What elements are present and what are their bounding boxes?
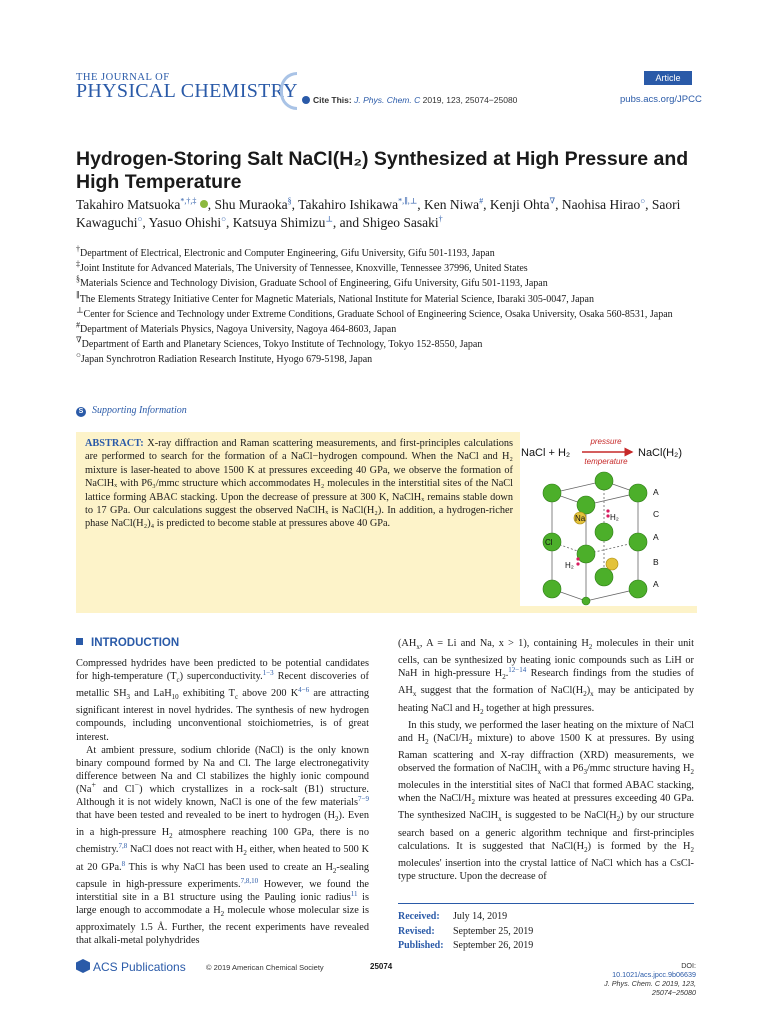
affiliation-mark: ∥ — [76, 290, 80, 300]
section-heading-label: INTRODUCTION — [91, 637, 180, 649]
intro-column-right — [398, 637, 694, 883]
text-run: Compressed hydrides have been predicted to be potential candidates for high-temperature (T — [76, 658, 369, 683]
text-run: ) by our structure search based on a generic algorithm technique and first-principles calculations. It is suggested that NaCl(H — [398, 810, 694, 852]
paragraph — [76, 744, 369, 948]
affiliation-mark: ⊥ — [76, 305, 84, 315]
affiliation-text: Japan Synchrotron Radiation Research Institute, Hyogo 679-5198, Japan — [80, 354, 373, 366]
text-run: mixture) to above 1500 K at pressures. By using Raman scattering and X-ray diffraction (XRD) measurements, we observed the formation of NaClH — [398, 732, 694, 774]
reference-link[interactable]: 11 — [350, 889, 358, 898]
cite-journal[interactable]: J. Phys. Chem. C — [354, 95, 421, 105]
doi-block — [596, 961, 696, 997]
cl-atom — [577, 496, 595, 514]
author-name[interactable]: Ken Niwa — [424, 197, 480, 212]
article-type-badge: Article — [644, 71, 692, 85]
author-name[interactable]: Saori Kawaguchi — [76, 197, 681, 230]
paragraph — [398, 719, 694, 883]
section-square-icon — [76, 638, 83, 645]
author-name[interactable]: Takahiro Matsuoka — [76, 197, 181, 212]
subscript: 2 — [243, 849, 247, 858]
affiliation-text: Center for Science and Technology under Extreme Conditions, Graduate School of Engineering Science, Osaka University, Osaka 560-8531, Japan — [83, 308, 673, 320]
cite-icon — [302, 96, 310, 104]
author-name[interactable]: Yasuo Ohishi — [148, 215, 222, 230]
subscript: x — [416, 643, 420, 652]
acs-hexagon-icon — [76, 959, 90, 973]
subscript: 2 — [471, 798, 475, 807]
cell-bottom-edges — [552, 589, 638, 601]
author-name[interactable]: Kenji Ohta — [489, 197, 550, 212]
toc-reactant: NaCl + H₂ — [521, 447, 571, 459]
date-label: Received: — [398, 911, 440, 922]
cl-atom — [577, 545, 595, 563]
subscript: c — [176, 676, 180, 685]
text-run: and LaH — [130, 688, 172, 700]
text-run: molecules' insertion into the crystal lattice of NaCl which has a CsCl-type structure. Upon the decrease of — [398, 857, 694, 882]
reference-link[interactable]: 7,8 — [118, 842, 128, 851]
reference-link[interactable]: 4−6 — [298, 686, 310, 695]
author-list: Takahiro Matsuoka*,†,‡ , Shu Muraoka§, Takahiro Ishikawa*,∥,⊥, Ken Niwa#, Kenji Ohta∇, Naohisa Hirao○, Saori Kawaguchi○, Yasuo Ohishi○, Katsuya Shimizu⊥, and Shigeo Sasaki† — [76, 196, 681, 230]
toc-graphic — [520, 432, 697, 606]
subscript: 2 — [616, 815, 621, 824]
date-value: July 14, 2019 — [453, 911, 508, 922]
publisher-name: ACS Publications — [93, 960, 186, 974]
author-affiliation-marks: ○ — [137, 214, 143, 224]
subscript: c — [234, 693, 239, 702]
reference-link[interactable]: 7−9 — [358, 795, 369, 804]
paragraph — [398, 637, 694, 719]
author-affiliation-marks: *,†,‡ — [180, 196, 197, 206]
subscript: 2 — [169, 832, 173, 841]
author-affiliation-marks: # — [479, 196, 484, 206]
toc-h2-label: H₂ — [610, 513, 619, 522]
affiliation — [76, 292, 696, 307]
text-run: , A = Li and Na, x > 1), containing H — [419, 638, 589, 649]
affiliation — [76, 307, 696, 322]
text-run: either, when heated to 500 K at 20 GPa. — [76, 844, 369, 873]
text-run: . — [505, 668, 509, 680]
affiliation-text: The Elements Strategy Initiative Center for Magnetic Materials, National Institute for Material Science, Ibaraki 305-0047, Japan — [79, 293, 594, 305]
affiliation — [76, 322, 696, 337]
affiliation-mark: # — [76, 320, 80, 330]
cl-atom — [595, 472, 613, 490]
supporting-information-link[interactable] — [76, 405, 187, 417]
text-run: atmosphere reaching 100 GPa, there is no chemistry. — [76, 827, 369, 856]
cl-atom — [629, 484, 647, 502]
abstract-body: X-ray diffraction and Raman scattering measurements, and first-principles calculations are performed to search for the formation of a NaCl−hydrogen compound. When the NaCl and H₂ mixture is laser-heated to above 1500 K at pressures exceeding 40 GPa, we observe the formation of NaClHₓ with P6₃/mmc structure which accommodates H₂ molecules in the interstitial sites of the NaCl lattice forming ABAC stacking. Upon the decrease of pressure at 300 K, NaClHₓ remains stable down to 17 GPa. Our calculations suggest the observed NaClHₓ is NaCl(H₂). In addition, a hydrogen-richer phase NaCl(H₂)₄ is predicted to become stable at pressures above 40 GPa. — [85, 438, 513, 530]
text-run: ) is formed by the H — [587, 840, 691, 852]
reference-link[interactable]: 12−14 — [508, 666, 527, 675]
cl-atom — [629, 580, 647, 598]
crystal-structure — [552, 481, 638, 601]
text-run: NaCl does not react with H — [127, 844, 244, 856]
affiliation-text: Department of Electrical, Electronic and Computer Engineering, Gifu University, Gifu 501-1193, Japan — [80, 248, 495, 259]
text-run: molecules in the interstitial sites of NaCl that formed ABAC stacking, when the NaCl/H — [398, 780, 694, 805]
subscript: 2 — [690, 845, 694, 854]
author-affiliation-marks: † — [438, 214, 443, 224]
subscript: x — [590, 690, 594, 699]
cl-atom — [629, 533, 647, 551]
text-run: exhibiting T — [178, 688, 235, 700]
subscript: 2 — [220, 909, 225, 918]
text-run: /mmc structure having H — [586, 762, 691, 774]
author-name[interactable]: and Shigeo Sasaki — [339, 215, 439, 230]
abstract-label: ABSTRACT: — [85, 438, 144, 449]
doi-link[interactable]: 10.1021/acs.jpcc.9b06639 — [612, 970, 696, 979]
author-affiliation-marks: ⊥ — [325, 214, 333, 224]
author-affiliation-marks: § — [287, 196, 292, 206]
h-atom — [576, 562, 579, 565]
text-run: -sealing capsule in high-pressure experiments. — [76, 861, 369, 890]
article-dates — [398, 903, 694, 954]
subscript: 2 — [502, 673, 506, 682]
text-run: together at high pressures. — [483, 702, 595, 714]
doi-label: DOI: — [681, 961, 696, 970]
text-run: At ambient pressure, sodium chloride (NaCl) is the only known binary compound formed by Na and Cl. The large electronegativity difference between Na and Cl stabilizes the highly ionic compound (Na — [76, 744, 369, 795]
article-title: Hydrogen-Storing Salt NaCl(H₂) Synthesized at High Pressure and High Temperature — [76, 148, 689, 193]
toc-figure — [520, 432, 697, 606]
superscript: + — [91, 780, 96, 790]
author-affiliation-marks: *,∥,⊥ — [398, 196, 418, 206]
affiliation-mark: ∇ — [76, 335, 82, 345]
subscript: 2 — [584, 845, 588, 854]
toc-arrow-pressure: pressure — [590, 437, 622, 446]
author-affiliation-marks: ○ — [640, 196, 646, 206]
paragraph — [76, 657, 369, 744]
subscript: 2 — [425, 737, 429, 746]
text-run: ) superconductivity. — [179, 671, 263, 683]
affiliation-mark: § — [76, 275, 80, 285]
text-run: above 200 K — [238, 688, 299, 700]
reference-link[interactable]: 8 — [121, 859, 126, 868]
subscript: 2 — [690, 768, 694, 777]
cl-atom — [595, 568, 613, 586]
text-run: and Cl — [95, 783, 135, 795]
copyright-notice: © 2019 American Chemical Society — [206, 963, 324, 972]
author-name[interactable]: Naohisa Hirao — [561, 197, 641, 212]
affiliation — [76, 246, 696, 261]
text-run: with a P6 — [541, 762, 584, 774]
text-run: This is why NaCl has been used to create an H — [125, 861, 333, 873]
author-affiliation-marks: ∇ — [549, 196, 556, 206]
toc-product: NaCl(H₂) — [638, 447, 682, 459]
cite-label: Cite This: — [313, 95, 352, 105]
text-run: (AH — [398, 638, 417, 649]
text-run: are attracting significant interest in novel hydrides. The synthesis of new hydrogen compounds, including unconventional stoichiometries, is of great interest. — [76, 688, 369, 743]
toc-arrow-temperature: temperature — [584, 457, 628, 466]
section-heading-introduction — [76, 637, 179, 649]
toc-h2-label: H₂ — [565, 561, 574, 570]
text-run: is large enough to accommodate a H — [76, 891, 369, 916]
h-atom — [576, 557, 579, 560]
footer-citation: J. Phys. Chem. C 2019, 123, 25074−25080 — [604, 979, 696, 997]
subscript: 3 — [126, 693, 131, 702]
subscript: x — [498, 815, 502, 824]
text-run: ) — [586, 685, 591, 697]
author-affiliation-marks: ○ — [221, 214, 226, 224]
affiliation — [76, 276, 696, 291]
intro-column-left — [76, 657, 369, 947]
journal-logo-c-mark — [280, 72, 297, 110]
cl-atoms — [543, 472, 647, 605]
affiliation-list — [76, 246, 696, 368]
subscript: x — [537, 768, 542, 777]
date-row — [398, 910, 694, 925]
affiliation-mark: ○ — [76, 351, 81, 361]
affiliation-mark: ‡ — [76, 259, 80, 269]
subscript: 2 — [588, 643, 593, 652]
affiliation-text: Joint Institute for Advanced Materials, The University of Tennessee, Knoxville, Tennessee 37996, United States — [80, 263, 528, 275]
stacking-layer-label: A — [653, 532, 659, 542]
affiliation-text: Department of Materials Physics, Nagoya University, Nagoya 464-8603, Japan — [80, 324, 397, 336]
text-run: that have been tested and revealed to be inert to hydrogen (H — [76, 810, 336, 822]
page-number: 25074 — [370, 962, 393, 971]
abstract — [85, 437, 513, 531]
cell-top-face — [552, 481, 638, 505]
text-run: However, we found the interstitial site in a B1 structure using the Pauling ionic radius — [76, 878, 369, 903]
supporting-info-icon: S — [76, 407, 86, 417]
subscript: 2 — [332, 866, 337, 875]
date-row — [398, 925, 694, 940]
subscript: 2 — [583, 690, 587, 699]
affiliation-text: Department of Earth and Planetary Sciences, Tokyo Institute of Technology, Tokyo 152-8550, Japan — [81, 339, 483, 351]
journal-url-link[interactable]: pubs.acs.org/JPCC — [620, 94, 702, 105]
text-run: In this study, we performed the laser heating on the mixture of NaCl and H — [398, 719, 694, 744]
cl-atom — [595, 523, 613, 541]
journal-logo[interactable]: PHYSICAL CHEMISTRY — [76, 80, 298, 102]
date-value: September 25, 2019 — [453, 925, 534, 937]
subscript: 2 — [468, 737, 473, 746]
text-run: Recent discoveries of metallic SH — [76, 671, 369, 700]
text-run: molecules in their unit cells, can be synthesized by heating ionic compounds such as LiH or NaH in high-pressure H — [398, 638, 694, 680]
cl-atom — [543, 580, 561, 598]
cl-atom — [582, 597, 590, 605]
text-run: ) which crystallizes in a rock-salt (B1) structure. Although it is not widely known, NaCl is one of the few materials — [76, 783, 369, 809]
affiliation — [76, 337, 696, 352]
date-value: September 26, 2019 — [453, 940, 534, 951]
affiliation-mark: † — [76, 244, 80, 254]
stacking-layer-label: A — [653, 487, 659, 497]
text-run: may be anticipated by heating NaCl and H — [398, 685, 694, 714]
date-label: Revised: — [398, 925, 435, 937]
na-atom — [606, 558, 618, 570]
text-run: (NaCl/H — [428, 732, 469, 744]
reference-link[interactable]: 7,8,10 — [240, 876, 259, 885]
stacking-layer-label: B — [653, 557, 659, 567]
text-run: ). Even in a high-pressure H — [76, 810, 370, 839]
stacking-layer-label: C — [653, 509, 660, 519]
author-name[interactable]: Takahiro Ishikawa — [298, 197, 399, 212]
reference-link[interactable]: 1−3 — [262, 669, 274, 678]
subscript: 10 — [171, 693, 179, 702]
text-run: mixture was heated at pressures exceeding 40 GPa. The synthesized NaClH — [398, 793, 694, 822]
text-run: Research findings from the studies of AH — [398, 668, 694, 697]
author-name[interactable]: Katsuya Shimizu — [232, 215, 326, 230]
subscript: 2 — [480, 707, 484, 716]
text-run: suggest that the formation of NaCl(H — [416, 685, 584, 697]
cite-this[interactable] — [302, 95, 517, 105]
author-name[interactable]: Shu Muraoka — [214, 197, 288, 212]
supporting-info-label: Supporting Information — [92, 405, 187, 416]
subscript: x — [412, 690, 417, 699]
affiliation-text: Materials Science and Technology Division, Graduate School of Engineering, Gifu University, Gifu 501-1193, Japan — [80, 278, 548, 290]
subscript: 2 — [335, 815, 339, 824]
text-run: molecule whose molecular size is approximately 1.5 Å. Further, the recent experiments have revealed that alkali-metal polyhydrides — [76, 904, 369, 947]
date-row — [398, 939, 694, 954]
cl-atom — [543, 484, 561, 502]
text-run: is suggested to be NaCl(H — [501, 810, 617, 822]
affiliation — [76, 352, 696, 367]
toc-na-label: Na — [575, 514, 586, 523]
acs-publications-logo[interactable] — [76, 959, 186, 974]
superscript: − — [134, 780, 140, 790]
toc-cl-label: Cl — [545, 538, 553, 547]
affiliation — [76, 261, 696, 276]
stacking-layer-label: A — [653, 579, 659, 589]
journal-logo-top: THE JOURNAL OF — [76, 72, 170, 83]
cite-ref: 2019, 123, 25074−25080 — [422, 95, 518, 105]
subscript: 3 — [583, 768, 587, 777]
orcid-icon[interactable] — [200, 200, 208, 208]
date-label: Published: — [398, 940, 444, 951]
